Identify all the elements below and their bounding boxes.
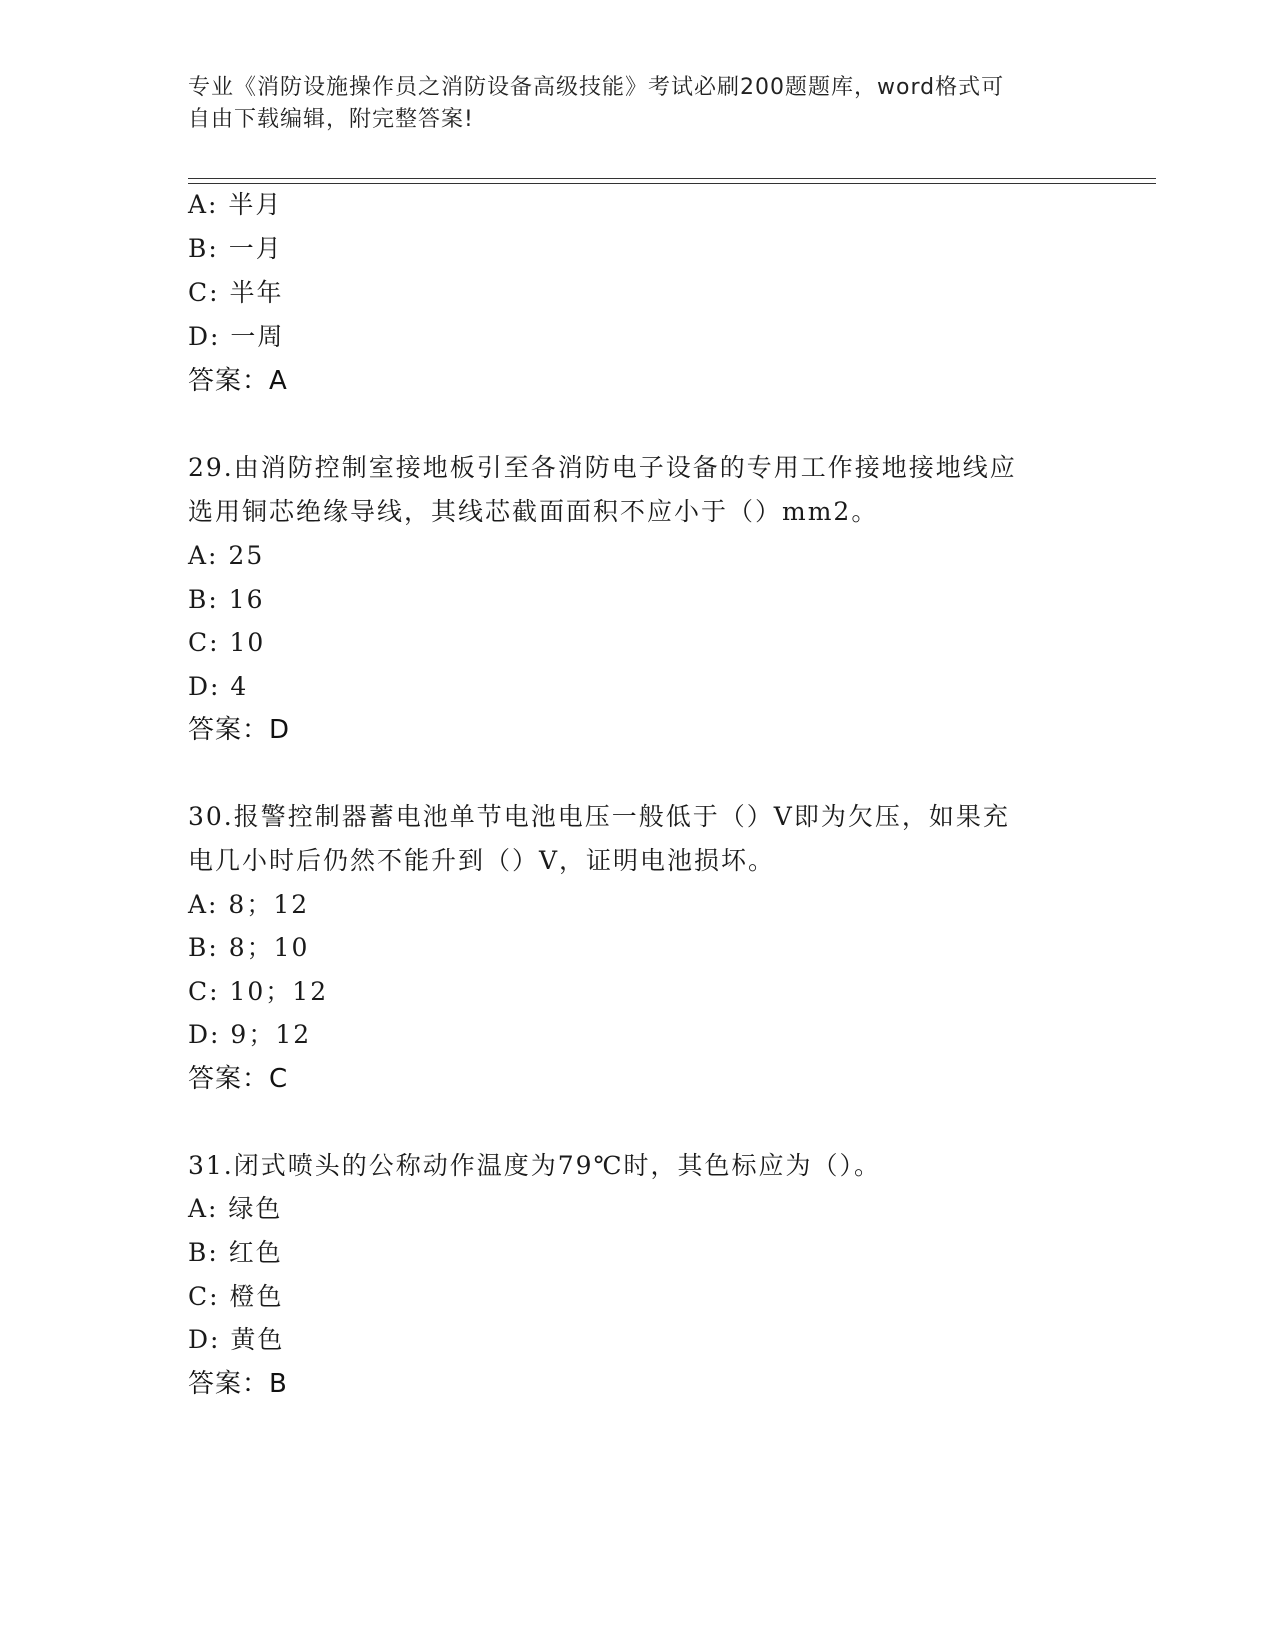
answer-line: 答案：B bbox=[188, 1369, 288, 1399]
question-text-line-1: 30.报警控制器蓄电池单节电池电压一般低于（）V即为欠压，如果充 bbox=[188, 802, 1010, 831]
option-d: D: 4 bbox=[188, 672, 249, 701]
option-b: B: 16 bbox=[188, 585, 265, 614]
answer-line: 答案：C bbox=[188, 1064, 289, 1094]
question-text-line-2: 选用铜芯绝缘导线，其线芯截面面积不应小于（）mm2。 bbox=[188, 497, 879, 526]
header-line-1: 专业《消防设施操作员之消防设备高级技能》考试必刷200题题库，word格式可 bbox=[188, 75, 1005, 100]
question-text-line-2: 电几小时后仍然不能升到（）V，证明电池损坏。 bbox=[188, 846, 776, 875]
option-b: B: 8；10 bbox=[188, 933, 310, 962]
option-a: A: 半月 bbox=[188, 190, 283, 219]
question-text-line-1: 29.由消防控制室接地板引至各消防电子设备的专用工作接地接地线应 bbox=[188, 453, 1017, 482]
option-d: D: 黄色 bbox=[188, 1325, 285, 1354]
header-divider-top bbox=[188, 178, 1156, 179]
option-c: C: 橙色 bbox=[188, 1282, 284, 1311]
question-text-line-1: 31.闭式喷头的公称动作温度为79℃时，其色标应为（）。 bbox=[188, 1151, 882, 1180]
option-a: A: 8；12 bbox=[188, 890, 310, 919]
option-a: A: 25 bbox=[188, 541, 265, 570]
option-d: D: 一周 bbox=[188, 322, 285, 351]
option-c: C: 10 bbox=[188, 628, 266, 657]
option-b: B: 一月 bbox=[188, 234, 283, 263]
option-c: C: 半年 bbox=[188, 278, 284, 307]
answer-line: 答案：A bbox=[188, 366, 288, 396]
document-header bbox=[188, 72, 1068, 136]
option-c: C: 10；12 bbox=[188, 977, 329, 1006]
answer-line: 答案：D bbox=[188, 715, 291, 745]
option-a: A: 绿色 bbox=[188, 1194, 283, 1223]
header-line-2: 自由下载编辑，附完整答案! bbox=[188, 107, 474, 132]
option-d: D: 9；12 bbox=[188, 1020, 312, 1049]
header-divider-bottom bbox=[188, 183, 1156, 184]
option-b: B: 红色 bbox=[188, 1238, 283, 1267]
